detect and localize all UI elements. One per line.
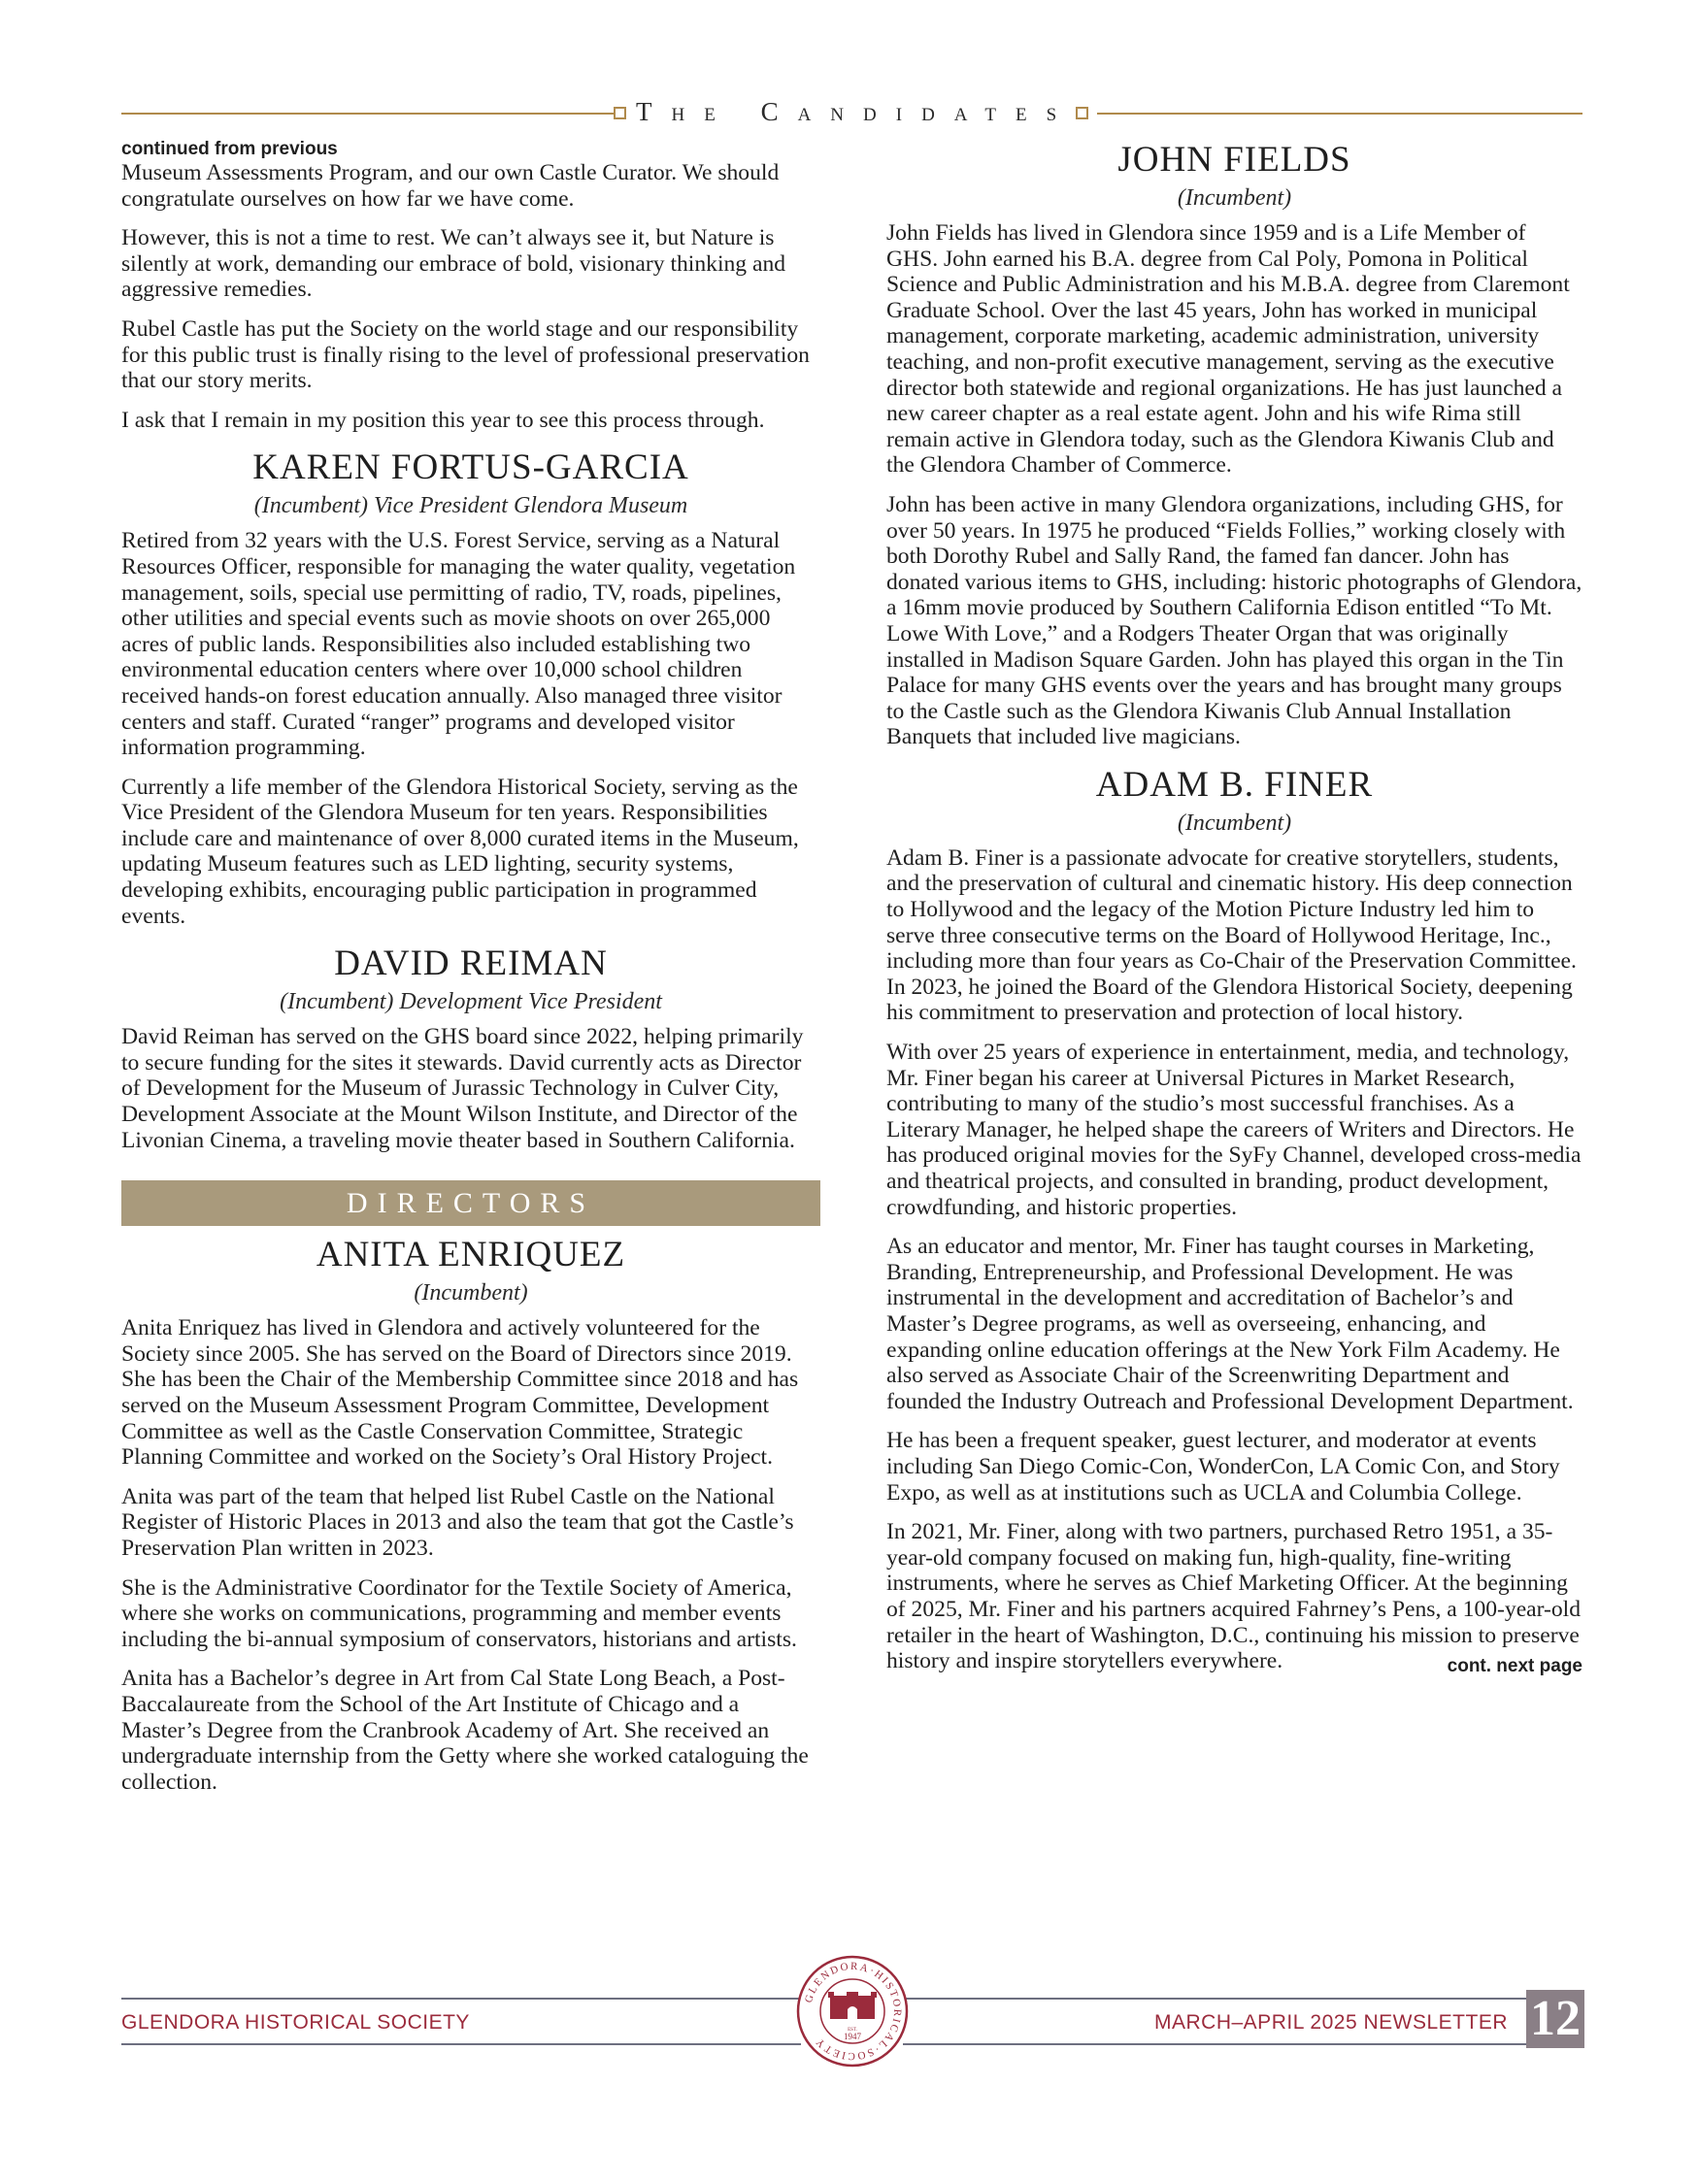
candidate-name: KAREN FORTUS-GARCIA [252,447,689,488]
candidate-name: ANITA ENRIQUEZ [316,1235,626,1275]
bio-paragraph: David Reiman has served on the GHS board since 2022, helping primarily to secure funding for the sites it stewards. David currently acts as Director of Development for the Museum of Jurassic Technology in Culver City, Development Associate at the Mount Wilson Institute, and Director of the Livonian Cinema, a traveling movie theater based in Southern California. [121,1024,804,1153]
candidate-name: DAVID REIMAN [334,943,608,984]
intro-paragraph: Rubel Castle has put the Society on the world stage and our responsibility for this public trust is finally rising to the level of professional preservation that our story merits. [121,315,810,394]
header-ornament-right [1076,107,1088,119]
bio-paragraph: Anita has a Bachelor’s degree in Art from Cal State Long Beach, a Post-Baccalaureate from the School of the Art Institute of Chicago and a Master’s Degree from the Cranbrook Academy of Art. She received an undergraduate internship from the Getty where she worked cataloguing the collection. [121,1666,809,1795]
intro-paragraph: Museum Assessments Program, and our own Castle Curator. We should congratulate ourselves on how far we have come. [121,160,780,212]
footer-issue-label: MARCH–APRIL 2025 NEWSLETTER [1154,2011,1508,2034]
footer-rule-bottom-right [903,2043,1526,2045]
intro-paragraph: I ask that I remain in my position this year to see this process through. [121,407,765,433]
footer-society-name: GLENDORA HISTORICAL SOCIETY [121,2011,470,2034]
bio-paragraph: John has been active in many Glendora organizations, including GHS, for over 50 years. In 1975 he produced “Fields Follies,” working closely with both Dorothy Rubel and Sally Rand, the famed fan dancer. John has donated various items to GHS, including: historic photographs of Glendora, a 16mm movie produced by Southern California Edison entitled “To Mt. Lowe With Love,” and a Rodgers Theater Organ that was originally installed in Madison Square Garden. John has played this organ in the Tin Palace for many GHS events over the years and has brought many groups to the Castle such as the Glendora Kiwanis Club Annual Installation Banquets that included live magicians. [886,491,1582,750]
seal-est: EST. [848,2028,857,2033]
candidate-role: (Incumbent) [1177,185,1292,211]
intro-paragraph: However, this is not a time to rest. We can’t always see it, but Nature is silently at work, demanding our embrace of bold, visionary thinking and aggressive remedies. [121,225,786,303]
footer-rule-bottom-left [121,2043,801,2045]
bio-paragraph: Currently a life member of the Glendora Historical Society, serving as the Vice President of the Glendora Museum for ten years. Responsibilities include care and maintenance of over 8,000 curated items in the Museum, updating Museum features such as LED lighting, security systems, developing exhibits, encouraging public participation in programmed events. [121,774,799,929]
header-rule-right [1097,113,1582,115]
header-title: The Candidates [636,97,1077,126]
bio-paragraph: He has been a frequent speaker, guest lecturer, and moderator at events including San Diego Comic-Con, WonderCon, LA Comic Con, and Story Expo, as well as at institutions such as UCLA and Columbia College. [886,1428,1560,1506]
bio-paragraph: As an educator and mentor, Mr. Finer has taught courses in Marketing, Branding, Entrepreneurship, and Professional Development. He was instrumental in the development and accreditation of Bachelor’s and Master’s Degree programs, as well as overseeing, enhancing, and expanding online education offerings at the New York Film Academy. He also served as Associate Chair of the Screenwriting Department and founded the Industry Outreach and Professional Development Department. [886,1234,1574,1414]
bio-paragraph [886,1519,1582,1677]
bio-paragraph: Anita Enriquez has lived in Glendora and actively volunteered for the Society since 2005. She has served on the Board of Directors since 2019. She has been the Chair of the Membership Committee since 2018 and has served on the Museum Assessment Program Committee, Development Committee as well as the Castle Conservation Committee, Strategic Planning Committee and worked on the Society’s Oral History Project. [121,1315,799,1471]
bio-paragraph-text: In 2021, Mr. Finer, along with two partners, purchased Retro 1951, a 35-year-old company focused on making fun, high-quality, fine-writing instruments, where he serves as Chief Marketing Officer. At the beginning of 2025, Mr. Finer and his partners acquired Fahrney’s Pens, a 100-year-old retailer in the heart of Washington, D.C., continuing his mission to preserve history and inspire storytellers everywhere. [886,1519,1582,1674]
continued-label: continued from previous [121,139,338,159]
candidate-role: (Incumbent) Vice President Glendora Museum [253,493,688,519]
bio-paragraph: Retired from 32 years with the U.S. Forest Service, serving as a Natural Resources Officer, responsible for managing the water quality, vegetation management, soils, special use permitting of radio, TV, roads, pipelines, other utilities and special events such as movie shoots on over 265,000 acres of public lands. Responsibilities also included establishing two environmental education centers where over 10,000 school children received hands-on forest education annually. Also managed three visitor centers and staff. Curated “ranger” programs and developed visitor information programming. [121,528,796,761]
seal-year: 1947 [844,2032,861,2041]
directors-section-band: DIRECTORS [121,1180,820,1226]
bio-paragraph: Anita was part of the team that helped list Rubel Castle on the National Register of Historic Places in 2013 and also the team that got the Castle’s Preservation Plan written in 2023. [121,1483,794,1561]
continued-next-label: cont. next page [1447,1656,1582,1677]
candidate-name: JOHN FIELDS [1117,140,1351,180]
candidate-role: (Incumbent) [414,1280,528,1307]
candidate-role: (Incumbent) [1177,810,1292,836]
footer-rule-top-left [121,1998,801,2000]
bio-paragraph: John Fields has lived in Glendora since 1959 and is a Life Member of GHS. John earned his B.A. degree from Cal Poly, Pomona in Political Science and Public Administration and his M.B.A. degree from Claremont Graduate School. Over the last 45 years, John has worked in municipal management, corporate marketing, academic administration, university teaching, and non-profit executive management, serving as the executive director both statewide and regional organizations. He has just launched a new career chapter as a real estate agent. John and his wife Rima still remain active in Glendora today, such as the Glendora Kiwanis Club and the Glendora Chamber of Commerce. [886,220,1570,479]
footer-rule-top-right [903,1998,1526,2000]
left-column [121,139,820,1808]
candidate-name: ADAM B. FINER [1095,764,1374,805]
header-rule-left [121,113,619,115]
page-number: 12 [1526,1990,1584,2048]
bio-paragraph: She is the Administrative Coordinator for the Textile Society of America, where she works on communications, programming and member events including the bi-annual symposium of conservators, historians and artists. [121,1574,797,1652]
bio-paragraph: With over 25 years of experience in entertainment, media, and technology, Mr. Finer began his career at Universal Pictures in Market Research, contributing to many of the studio’s most successful franchises. As a Literary Manager, he helped shape the careers of Writers and Directors. He has produced original movies for the SyFy Channel, developed cross-media and theatrical projects, and consulted in branding, product development, crowdfunding, and historic properties. [886,1040,1582,1220]
candidate-role: (Incumbent) Development Vice President [280,989,662,1015]
right-column [886,139,1582,1688]
running-header [121,95,1582,134]
bio-paragraph: Adam B. Finer is a passionate advocate for creative storytellers, students, and the preservation of cultural and cinematic history. His deep connection to Hollywood and the legacy of the Motion Picture Industry led him to serve three consecutive terms on the Board of Hollywood Heritage, Inc., including more than four years as Co-Chair of the Preservation Committee. In 2023, he joined the Board of the Glendora Historical Society, deepening his commitment to preservation and protection of local history. [886,844,1577,1026]
header-ornament-left [614,107,626,119]
society-seal-icon [794,1953,911,2069]
seal-ring-text: GLENDORA·HISTORICAL·SOCIETY [802,1960,904,2063]
